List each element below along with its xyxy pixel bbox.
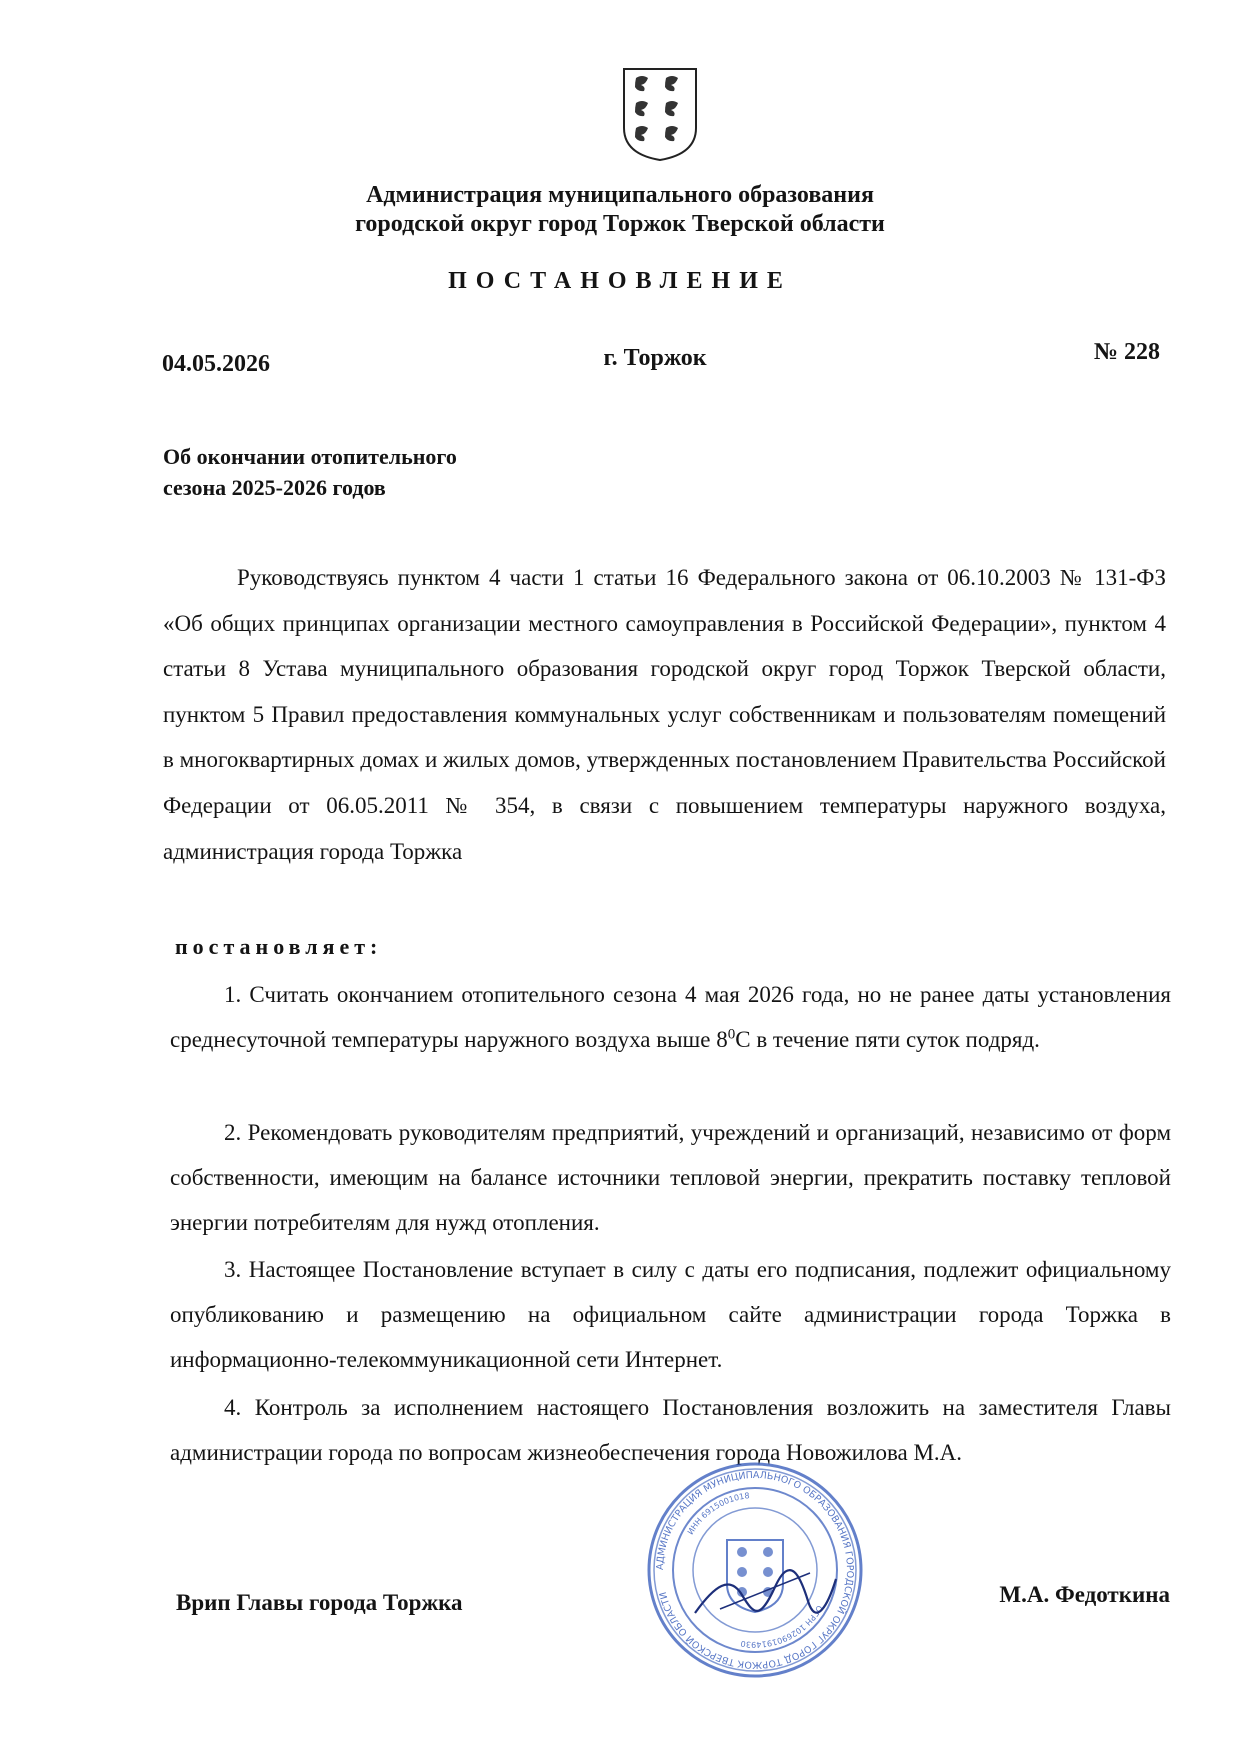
signatory-role: Врип Главы города Торжка xyxy=(176,1590,463,1615)
document-number: № 228 xyxy=(1093,339,1160,365)
degree-superscript: 0 xyxy=(727,1026,736,1043)
document-city: г. Торжок xyxy=(603,345,707,371)
subject-line-2: сезона 2025-2026 годов xyxy=(163,475,386,500)
svg-text:ИНН 6915001018: ИНН 6915001018 xyxy=(685,1491,751,1537)
svg-text:ОГРН 1026901914930: ОГРН 1026901914930 xyxy=(739,1603,825,1650)
signatory-name: М.А. Федоткина xyxy=(999,1582,1170,1607)
decree-item-1-text: 1. Считать окончанием отопительного сезона 4 мая 2026 года, но не ранее даты установления среднесуточной температуры наружного воздуха выше 8 xyxy=(170,982,1171,1052)
coat-of-arms-icon xyxy=(621,66,699,162)
decree-item-1-text-end: С в течение пяти суток подряд. xyxy=(735,1027,1040,1052)
document-date: 04.05.2026 xyxy=(162,351,270,377)
document-subject xyxy=(163,441,763,503)
svg-text:АДМИНИСТРАЦИЯ МУНИЦИПАЛЬНОГО О: АДМИНИСТРАЦИЯ МУНИЦИПАЛЬНОГО ОБРАЗОВАНИЯ ГОРОДСКОЙ ОКРУГ ГОРОД ТОРЖОК ТВЕРСКОЙ ОБЛАСТИ xyxy=(654,1469,856,1671)
subject-line-1: Об окончании отопительного xyxy=(163,444,457,469)
decree-item-3: 3. Настоящее Постановление вступает в силу с даты его подписания, подлежит официальному опубликованию и размещению на официальном сайте администрации города Торжка в информационно-телекоммуникационной сети Интернет. xyxy=(170,1257,1171,1372)
decree-item-2: 2. Рекомендовать руководителям предприятий, учреждений и организаций, независимо от форм собственности, имеющим на балансе источники тепловой энергии, прекратить поставку тепловой энергии потребителям для нужд отопления. xyxy=(170,1120,1171,1235)
handwritten-signature-icon xyxy=(690,1565,840,1625)
organization-name-line-2: городской округ город Торжок Тверской области xyxy=(355,211,885,237)
preamble-paragraph: Руководствуясь пунктом 4 части 1 статьи 16 Федерального закона от 06.10.2003 № 131-ФЗ «Об общих принципах организации местного самоуправления в Российской Федерации», пунктом 4 статьи 8 Устава муниципального образования городской округ город Торжок Тверской области, пунктом 5 Правил предоставления коммунальных услуг собственникам и пользователям помещений в многоквартирных домах и жилых домов, утвержденных постановлением Правительства Российской Федерации от 06.05.2011 № 354, в связи с повышением температуры наружного воздуха, администрация города Торжка xyxy=(163,565,1166,864)
organization-name-line-1: Администрация муниципального образования xyxy=(366,182,874,208)
decree-item-1 xyxy=(170,972,1171,1062)
decree-word: постановляет: xyxy=(175,934,383,959)
document-type: ПОСТАНОВЛЕНИЕ xyxy=(448,268,792,294)
decree-item-4: 4. Контроль за исполнением настоящего Постановления возложить на заместителя Главы администрации города по вопросам жизнеобеспечения города Новожилова М.А. xyxy=(170,1395,1171,1465)
